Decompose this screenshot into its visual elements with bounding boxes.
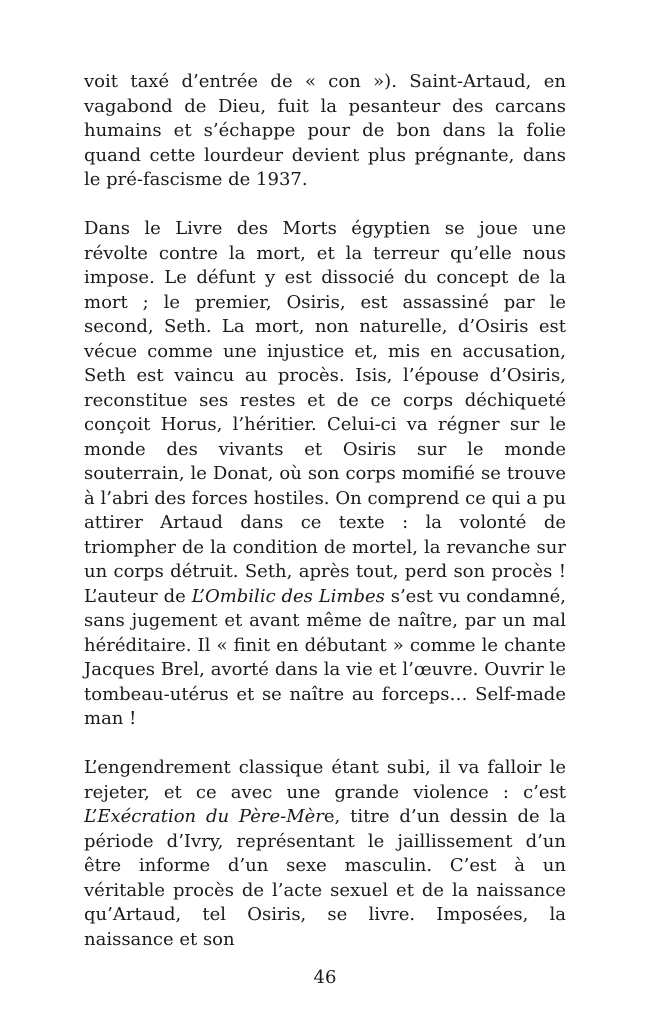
page-body (84, 70, 566, 977)
text-run: Dans le Livre des Morts égyptien se joue une révolte contre la mort, et la terreur qu’elle nous impose. Le défunt y est dissocié du concept de la mort ; le premier, Osiris, est assassiné par le second, Seth. La mort, non naturelle, d’Osiris est vécue comme une injustice et, mis en accusation, Seth est vaincu au procès. Isis, l’épouse d’Osiris, reconstitue ses restes et de ce corps déchiqueté conçoit Horus, l’héritier. Celui-ci va régner sur le monde des vivants et Osiris sur le monde souterrain, le Donat, où son corps momifié se trouve à l’abri des forces hostiles. On comprend ce qui a pu attirer Artaud dans ce texte : la volonté de triompher de la condition de mortel, la revanche sur un corps détruit. Seth, après tout, perd son procès ! L’auteur de (84, 218, 566, 607)
book-title-ombilic: L’Ombilic des Limbes (191, 585, 385, 607)
text-run: s’est vu condamné, sans jugement et avant même de naître, par un mal héréditaire. Il « finit en débutant » comme le chante Jacques Brel, avorté dans la vie et l’œuvre. Ouvrir le tombeau-utérus et se naître au forceps… Self-made man ! (84, 585, 567, 729)
paragraph-1 (84, 70, 566, 193)
text-run: L’engendrement classique étant subi, il va falloir le rejeter, et ce avec une grande violence : c’est (84, 757, 566, 803)
paragraph-2 (84, 217, 566, 732)
text-run: voit taxé d’entrée de « con »). Saint-Artaud, en vagabond de Dieu, fuit la pesanteur des carcans humains et s’échappe pour de bon dans la folie quand cette lourdeur devient plus prégnante, dans le pré-fascisme de 1937. (84, 71, 566, 190)
artwork-title-execration: L’Exécration du Père-Mèr (84, 806, 324, 827)
page-number: 46 (313, 967, 337, 988)
text-run: e, titre d’un dessin de la période d’Ivry, représentant le jaillissement d’un être informe d’un sexe masculin. C’est à un véritable procès de l’acte sexuel et de la naissance qu’Artaud, tel Osiris, se livre. Imposées, la naissance et son (84, 806, 566, 950)
paragraph-3 (84, 756, 566, 952)
